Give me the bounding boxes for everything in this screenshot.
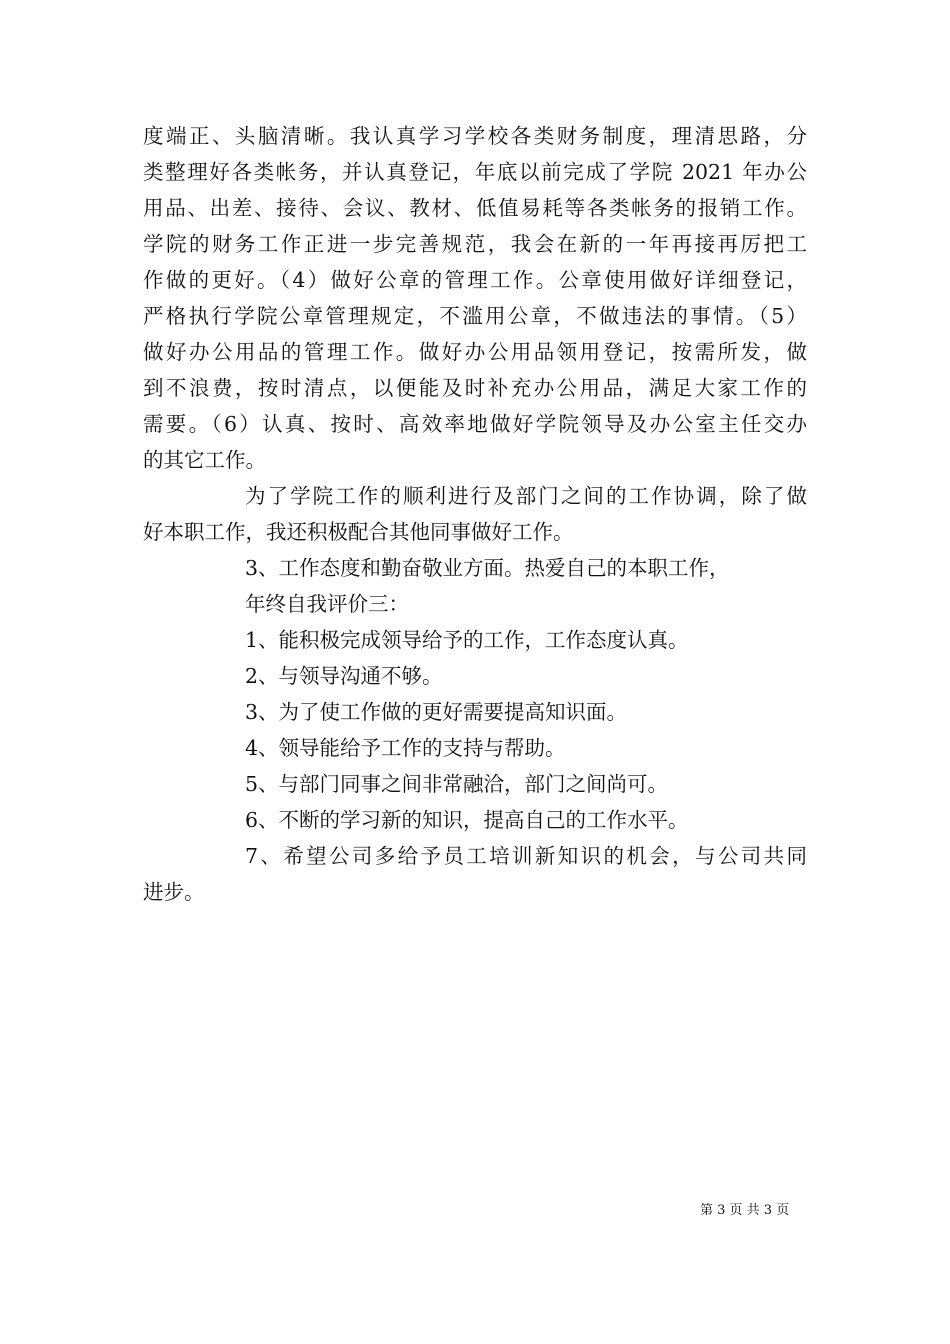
section-heading: 年终自我评价三： (245, 592, 409, 616)
document-body (143, 118, 807, 910)
list-item: 4、领导能给予工作的支持与帮助。 (245, 736, 566, 760)
text-line: 作做的更好。（4）做好公章的管理工作。公章使用做好详细登记， (143, 268, 807, 292)
text-line: 类整理好各类帐务，并认真登记，年底以前完成了学院 2021 年办公 (143, 160, 807, 184)
list-item: 2、与领导沟通不够。 (245, 664, 443, 688)
text-line: 学院的财务工作正进一步完善规范，我会在新的一年再接再厉把工 (143, 232, 807, 256)
list-item: 3、为了使工作做的更好需要提高知识面。 (245, 700, 628, 724)
page-number-footer: 第 3 页 共 3 页 (700, 1203, 790, 1218)
text-line: 度端正、头脑清晰。我认真学习学校各类财务制度，理清思路，分 (143, 124, 807, 148)
text-line: 需要。（6）认真、按时、高效率地做好学院领导及办公室主任交办 (143, 412, 807, 436)
text-line: 好本职工作，我还积极配合其他同事做好工作。 (143, 520, 574, 544)
list-item: 5、与部门同事之间非常融洽，部门之间尚可。 (245, 772, 669, 796)
text-line: 做好办公用品的管理工作。做好办公用品领用登记，按需所发，做 (143, 340, 807, 364)
text-line: 严格执行学院公章管理规定，不滥用公章，不做违法的事情。（5） (143, 304, 807, 328)
text-line: 的其它工作。 (143, 448, 266, 472)
text-line: 用品、出差、接待、会议、教材、低值易耗等各类帐务的报销工作。 (143, 196, 807, 220)
list-item: 7、希望公司多给予员工培训新知识的机会，与公司共同 (245, 844, 807, 868)
text-line: 进步。 (143, 880, 205, 904)
paragraph-start-line: 为了学院工作的顺利进行及部门之间的工作协调，除了做 (245, 484, 807, 508)
text-line: 到不浪费，按时清点，以便能及时补充办公用品，满足大家工作的 (143, 376, 807, 400)
paragraph-start-line: 3、工作态度和勤奋敬业方面。热爱自己的本职工作， (245, 556, 730, 580)
list-item: 6、不断的学习新的知识，提高自己的工作水平。 (245, 808, 689, 832)
list-item: 1、能积极完成领导给予的工作，工作态度认真。 (245, 628, 689, 652)
